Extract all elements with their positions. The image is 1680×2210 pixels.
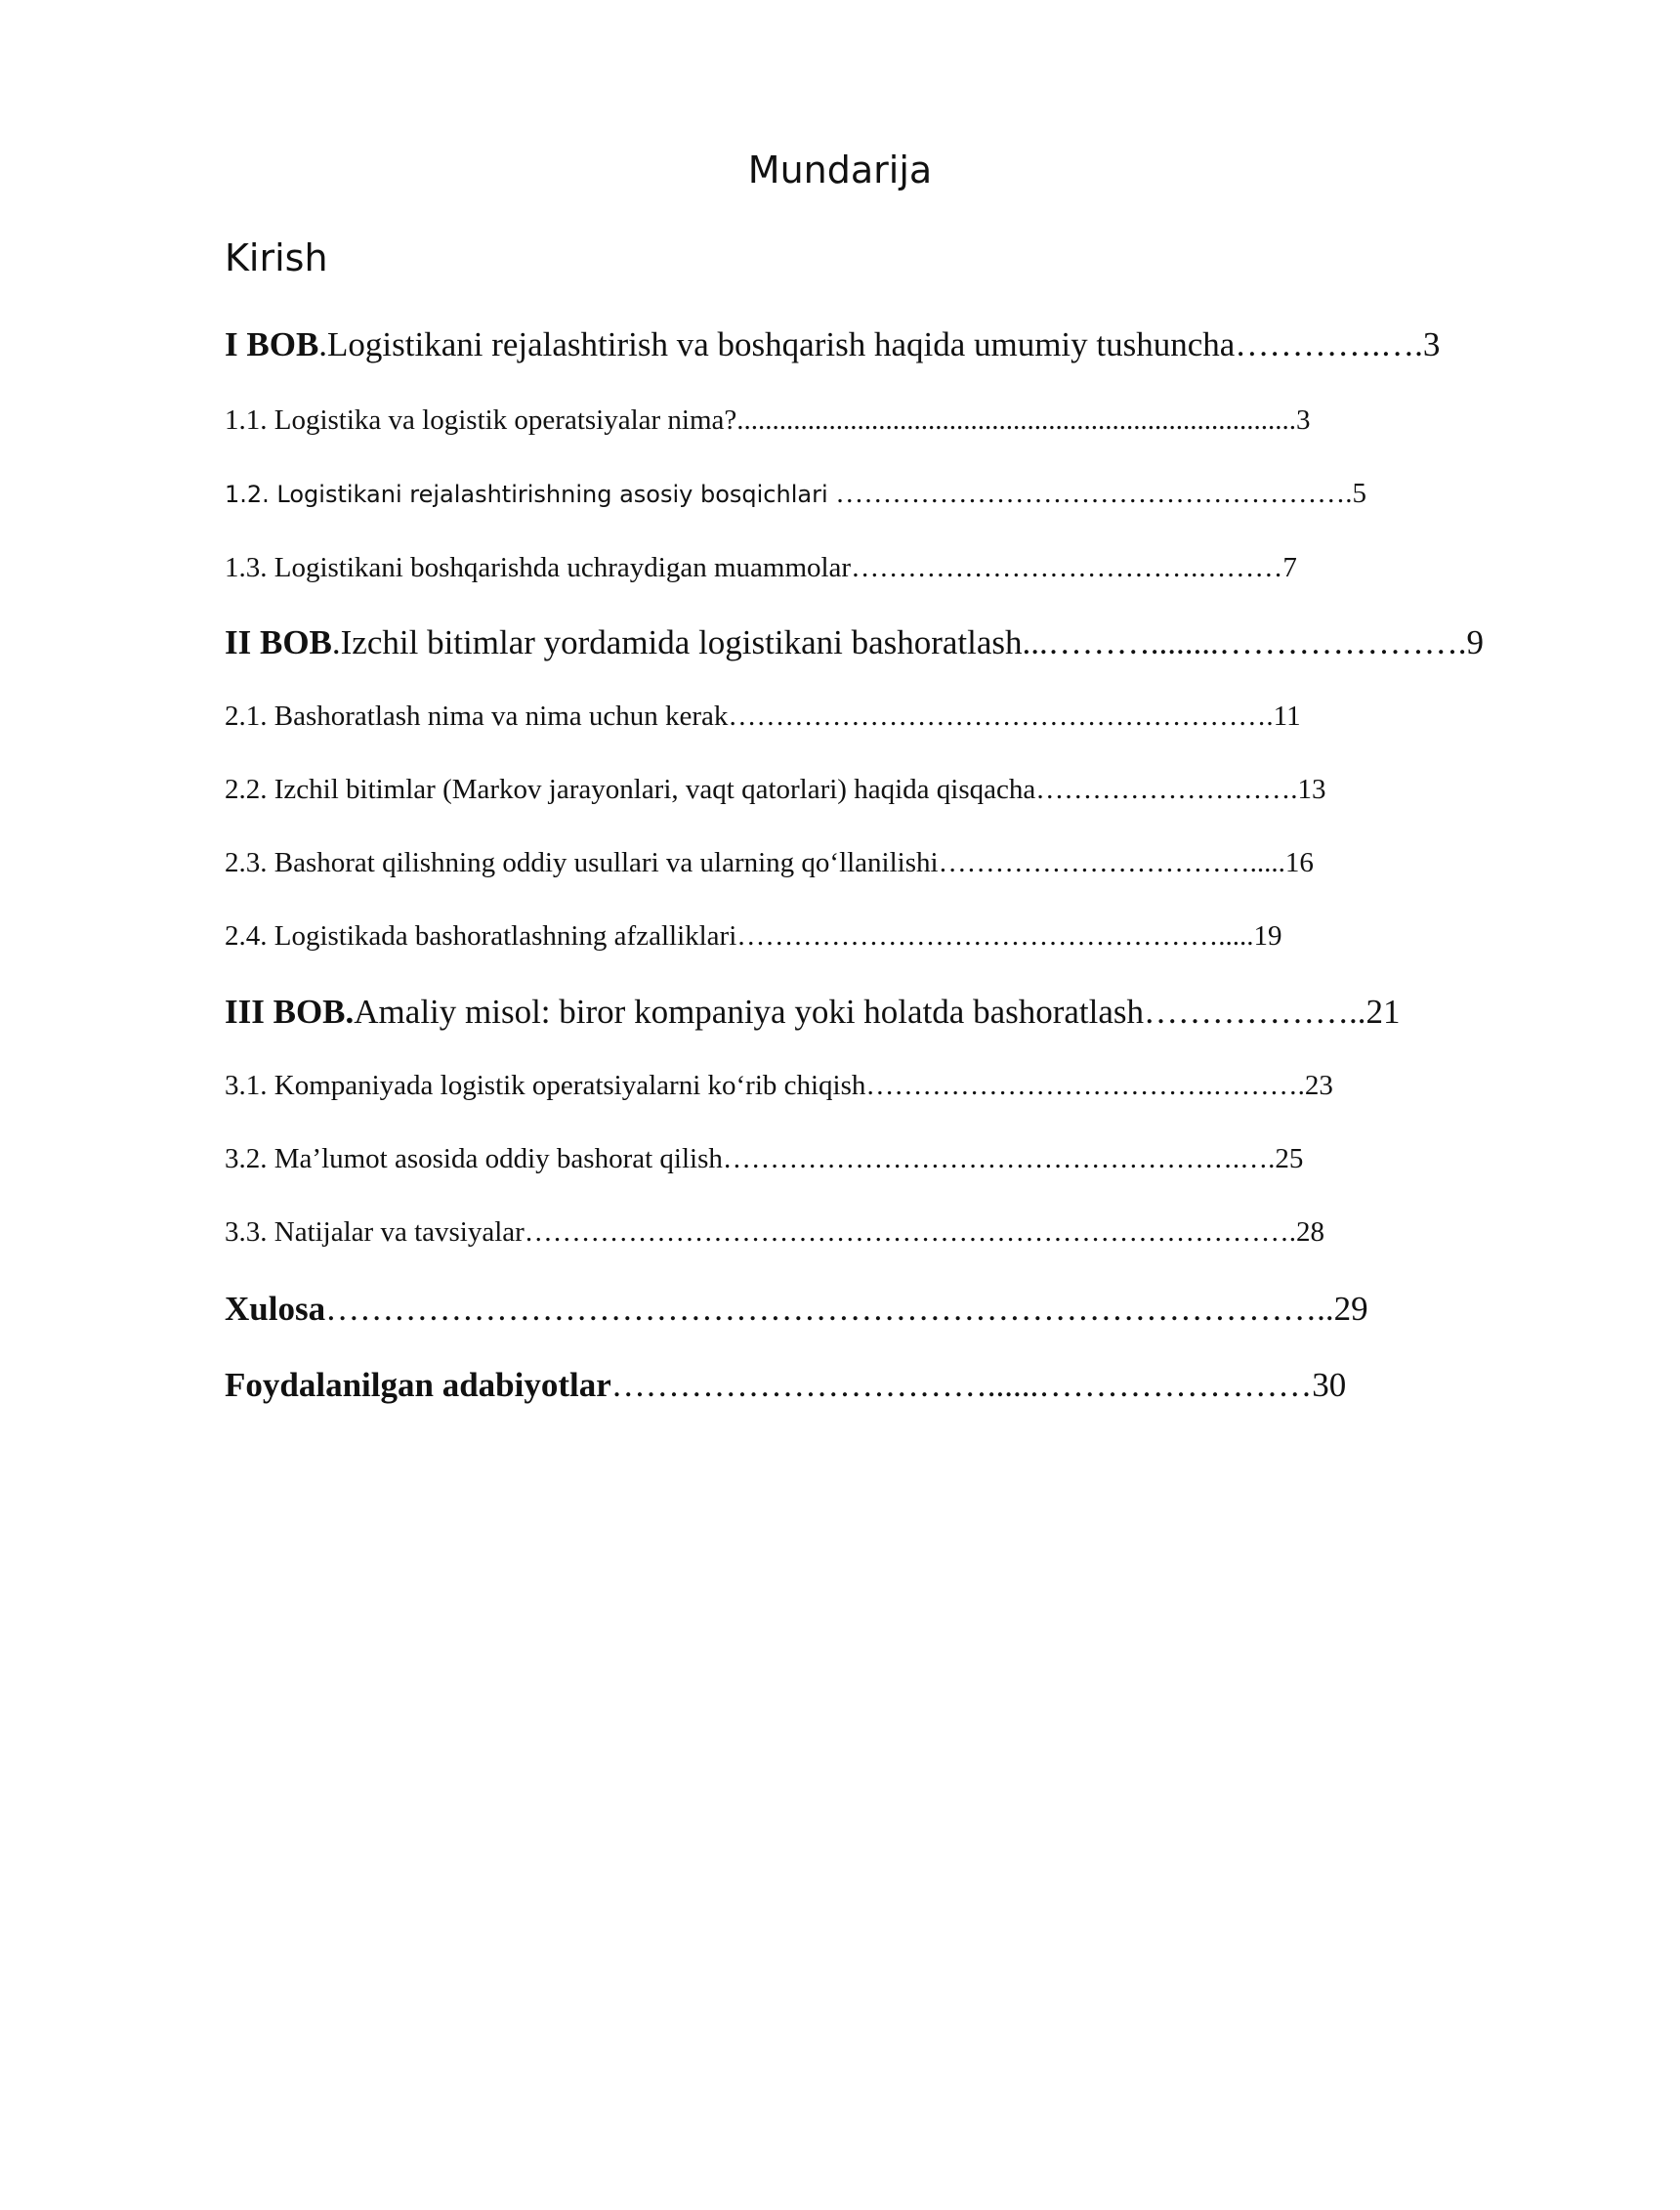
toc-entry-page: 21 xyxy=(1365,993,1401,1031)
toc-entry-text: 2.3. Bashorat qilishning oddiy usullari va ularning qo‘llanilishi xyxy=(225,847,939,878)
toc-entry-leader: …………………………………………………. xyxy=(728,701,1274,732)
toc-entry-chapter-2 xyxy=(225,623,1485,662)
toc-entry-chapter-1 xyxy=(225,325,1455,364)
toc-entry-leader: …………………………………………………………………………….. xyxy=(325,1290,1334,1328)
toc-intro: Kirish xyxy=(225,236,328,279)
toc-entry-page: 25 xyxy=(1275,1143,1304,1174)
toc-entry-conclusion xyxy=(225,1290,1455,1329)
toc-entry-page: 23 xyxy=(1304,1070,1333,1101)
toc-entry-section-3-1 xyxy=(225,1070,1455,1102)
toc-entry-page: 5 xyxy=(1352,478,1367,509)
toc-entry-leader: ……………………………..... xyxy=(938,847,1285,878)
toc-entry-text: 3.1. Kompaniyada logistik operatsiyalarni ko‘rib chiqish xyxy=(225,1070,866,1101)
toc-entry-page: 28 xyxy=(1296,1216,1325,1248)
toc-entry-text: 3.2. Ma’lumot asosida oddiy bashorat qilish xyxy=(225,1143,723,1174)
toc-entry-page: 16 xyxy=(1284,847,1314,878)
toc-entry-section-2-3 xyxy=(225,847,1455,879)
toc-entry-leader: ………………………. xyxy=(1035,774,1298,805)
toc-entry-section-2-2 xyxy=(225,774,1455,806)
toc-entry-chapter-3 xyxy=(225,993,1455,1032)
toc-entry-text: 1.2. Logistikani rejalashtirishning asosiy bosqichlari xyxy=(225,481,836,508)
toc-entry-section-3-3 xyxy=(225,1216,1455,1249)
toc-entry-references xyxy=(225,1366,1455,1405)
toc-entry-leader: ……………….. xyxy=(1144,993,1366,1031)
toc-entry-page: 19 xyxy=(1253,920,1282,952)
toc-entry-leader: ……………………………….……… xyxy=(851,552,1283,583)
toc-entry-leader: ...………........…………………. xyxy=(1022,623,1467,661)
toc-entry-text: 1.3. Logistikani boshqarishda uchraydigan muammolar xyxy=(225,552,852,583)
toc-entry-text: .Logistikani rejalashtirish va boshqarish haqida umumiy tushuncha xyxy=(318,325,1236,363)
toc-entry-section-3-2 xyxy=(225,1143,1455,1175)
toc-entry-leader: ……………………………………………..... xyxy=(736,920,1254,952)
toc-entry-leader: ............................................................................... xyxy=(736,404,1297,436)
toc-entry-page: 30 xyxy=(1312,1366,1347,1404)
toc-entry-page: 29 xyxy=(1333,1290,1368,1328)
toc-entry-text: 2.4. Logistikada bashoratlashning afzalliklari xyxy=(225,920,737,952)
toc-entry-leader: ………………………………………………. xyxy=(835,478,1353,509)
toc-entry-section-1-1 xyxy=(225,404,1455,437)
toc-entry-text: 2.1. Bashoratlash nima va nima uchun kerak xyxy=(225,701,729,732)
toc-entry-leader: ………….…. xyxy=(1235,325,1423,363)
toc-entry-label: II BOB xyxy=(225,623,332,661)
toc-entry-page: 3 xyxy=(1422,325,1441,363)
toc-entry-text: Amaliy misol: biror kompaniya yoki holatda bashoratlash xyxy=(354,993,1145,1031)
toc-entry-page: 7 xyxy=(1282,552,1297,583)
toc-entry-text: 3.3. Natijalar va tavsiyalar xyxy=(225,1216,525,1248)
toc-entry-section-1-2 xyxy=(225,478,1455,510)
toc-entry-section-1-3 xyxy=(225,552,1455,584)
toc-entry-page: 9 xyxy=(1466,623,1485,661)
toc-entry-section-2-1 xyxy=(225,701,1455,733)
page-title: Mundarija xyxy=(747,149,933,191)
toc-entry-leader: ……………………………………………….…. xyxy=(722,1143,1276,1174)
toc-entry-page: 3 xyxy=(1296,404,1311,436)
toc-entry-page: 11 xyxy=(1273,701,1301,732)
toc-entry-text: 2.2. Izchil bitimlar (Markov jarayonlari, vaqt qatorlari) haqida qisqacha xyxy=(225,774,1036,805)
toc-entry-text: .Izchil bitimlar yordamida logistikani bashoratlash xyxy=(331,623,1023,661)
toc-entry-leader: ……………………………......…………………… xyxy=(610,1366,1313,1404)
toc-entry-leader: ………………………………………………………………………. xyxy=(524,1216,1297,1248)
toc-entry-text: 1.1. Logistika va logistik operatsiyalar nima? xyxy=(225,404,737,436)
toc-entry-label: III BOB. xyxy=(225,993,355,1031)
toc-entry-leader: ……………………………….………. xyxy=(865,1070,1305,1101)
toc-entry-page: 13 xyxy=(1297,774,1326,805)
toc-entry-label: Foydalanilgan adabiyotlar xyxy=(225,1366,611,1404)
toc-entry-label: Xulosa xyxy=(225,1290,326,1328)
toc-entry-section-2-4 xyxy=(225,920,1455,953)
toc-entry-label: I BOB xyxy=(225,325,319,363)
